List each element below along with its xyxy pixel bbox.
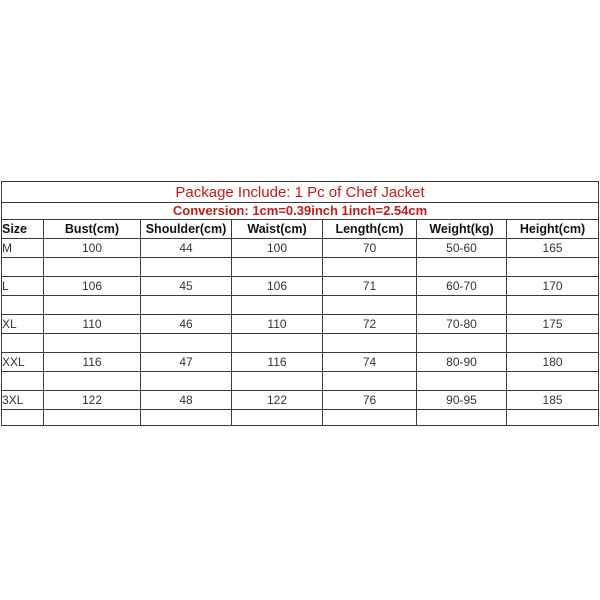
cell-weight: 80-90 [417, 353, 507, 372]
cell-bust: 116 [44, 353, 141, 372]
cell-size: XXL [2, 353, 44, 372]
header-waist: Waist(cm) [232, 220, 323, 239]
header-length: Length(cm) [323, 220, 417, 239]
cell-weight: 50-60 [417, 239, 507, 258]
cell-weight: 60-70 [417, 277, 507, 296]
cell-bust: 106 [44, 277, 141, 296]
cell-weight: 90-95 [417, 391, 507, 410]
cell-size: 3XL [2, 391, 44, 410]
cell-bust: 110 [44, 315, 141, 334]
cell-height: 180 [507, 353, 599, 372]
cell-size: XL [2, 315, 44, 334]
spacer-row [2, 372, 599, 391]
spacer-row [2, 334, 599, 353]
cell-size: L [2, 277, 44, 296]
cell-shoulder: 46 [141, 315, 232, 334]
spacer-row [2, 296, 599, 315]
cell-height: 175 [507, 315, 599, 334]
header-bust: Bust(cm) [44, 220, 141, 239]
cell-bust: 100 [44, 239, 141, 258]
cell-waist: 122 [232, 391, 323, 410]
table-row [2, 315, 599, 334]
spacer-row [2, 410, 599, 426]
header-size: Size [2, 220, 44, 239]
cell-waist: 110 [232, 315, 323, 334]
header-row [2, 220, 599, 239]
cell-shoulder: 45 [141, 277, 232, 296]
cell-waist: 116 [232, 353, 323, 372]
cell-shoulder: 47 [141, 353, 232, 372]
table-title: Package Include: 1 Pc of Chef Jacket [2, 182, 599, 203]
cell-length: 76 [323, 391, 417, 410]
cell-length: 74 [323, 353, 417, 372]
cell-waist: 106 [232, 277, 323, 296]
title-row [2, 182, 599, 203]
header-height: Height(cm) [507, 220, 599, 239]
cell-weight: 70-80 [417, 315, 507, 334]
spacer-row [2, 258, 599, 277]
table-row [2, 239, 599, 258]
table-row [2, 353, 599, 372]
cell-bust: 122 [44, 391, 141, 410]
cell-size: M [2, 239, 44, 258]
cell-length: 72 [323, 315, 417, 334]
unit-conversion-note: Conversion: 1cm=0.39inch 1inch=2.54cm [2, 203, 599, 220]
header-weight: Weight(kg) [417, 220, 507, 239]
table-row [2, 391, 599, 410]
cell-height: 170 [507, 277, 599, 296]
cell-length: 71 [323, 277, 417, 296]
conversion-row [2, 203, 599, 220]
cell-height: 165 [507, 239, 599, 258]
size-chart-table [1, 181, 599, 426]
table-row [2, 277, 599, 296]
cell-shoulder: 44 [141, 239, 232, 258]
cell-waist: 100 [232, 239, 323, 258]
header-shoulder: Shoulder(cm) [141, 220, 232, 239]
cell-length: 70 [323, 239, 417, 258]
cell-shoulder: 48 [141, 391, 232, 410]
cell-height: 185 [507, 391, 599, 410]
